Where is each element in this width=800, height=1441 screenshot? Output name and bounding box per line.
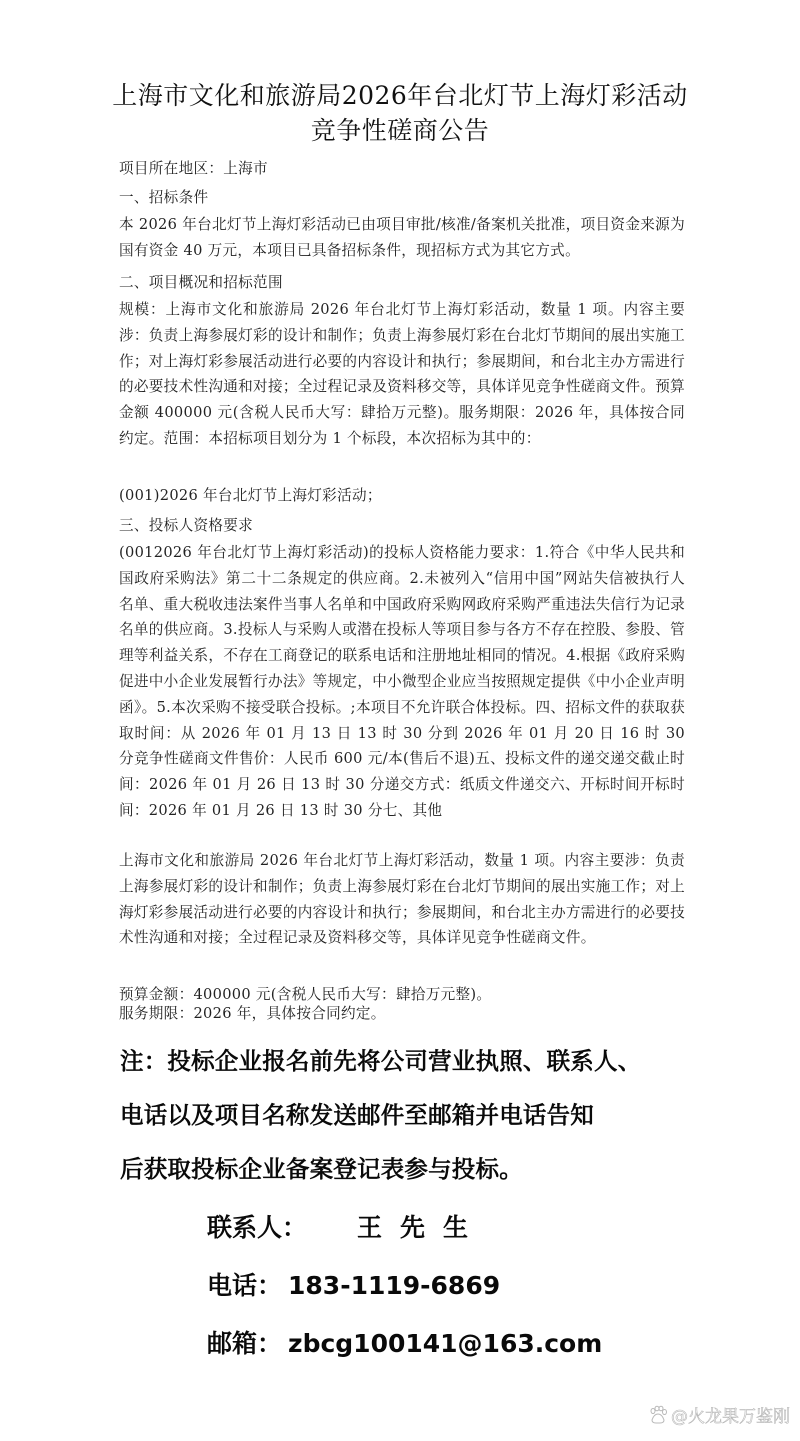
section-3-body: (0012026 年台北灯节上海灯彩活动)的投标人资格能力要求：1.符合《中华人民共和国政府采购法》第二十二条规定的供应商。2.未被列入“信用中国”网站失信被执行人名单、重大税收违法案件当事人名单和中国政府采购网政府采购严重违法失信行为记录名单的供应商。3.投标人与采购人或潜在投标人等项目参与各方不存在控股、参股、管理等利益关系，不存在工商登记的联系电话和注册地址相同的情况。4.根据《政府采购促进中小企业发展暂行办法》等规定，中小微型企业应当按照规定提供《中小企业声明函》。5.本次采购不接受联合投标。;本项目不允许联合体投标。四、招标文件的获取获取时间：从 2026 年 01 月 13 日 13 时 30 分到 2026 年 01 月 20 日 16 时 30 分竞争性磋商文件售价：人民币 600 元/本(售后不退)五、投标文件的递交递交截止时间：2026 年 01 月 26 日 13 时 30 分递交方式：纸质文件递交六、开标时间开标时间：2026 年 01 月 26 日 13 时 30 分七、其他 [119, 544, 685, 819]
project-region: 项目所在地区：上海市 [119, 160, 268, 177]
contact-phone [207, 1266, 500, 1302]
document-title-line1: 上海市文化和旅游局2026年台北灯节上海灯彩活动 [112, 81, 688, 110]
section-1-body: 本 2026 年台北灯节上海灯彩活动已由项目审批/核准/备案机关批准，项目资金来源为国有资金 40 万元，本项目已具备招标条件，现招标方式为其它方式。 [119, 216, 685, 259]
section-3-heading: 三、投标人资格要求 [119, 517, 254, 534]
contact-email [207, 1324, 602, 1360]
note-line2: 电话以及项目名称发送邮件至邮箱并电话告知 [120, 1101, 594, 1129]
section-2-lot: (001)2026 年台北灯节上海灯彩活动； [119, 487, 382, 504]
contact-person [207, 1208, 486, 1244]
budget-line: 预算金额：400000 元(含税人民币大写：肆拾万元整)。 [119, 986, 492, 1003]
baidu-paw-icon [648, 1405, 668, 1425]
document-title-line2: 竞争性磋商公告 [310, 116, 490, 145]
section-1-heading: 一、招标条件 [119, 189, 209, 206]
contact-phone-label: 电话： [207, 1271, 283, 1300]
watermark [648, 1402, 790, 1427]
contact-phone-value: 183-1119-6869 [288, 1271, 501, 1300]
contact-email-label: 邮箱： [207, 1329, 283, 1358]
contact-email-value: zbcg100141@163.com [288, 1329, 603, 1358]
note-line3: 后获取投标企业备案登记表参与投标。 [120, 1155, 523, 1183]
section-7-body: 上海市文化和旅游局 2026 年台北灯节上海灯彩活动，数量 1 项。内容主要涉：负责上海参展灯彩的设计和制作；负责上海参展灯彩在台北灯节期间的展出实施工作；对上海灯彩参展活动进行必要的内容设计和执行；参展期间，和台北主办方需进行的必要技术性沟通和对接；全过程记录及资料移交等，具体详见竞争性磋商文件。 [119, 852, 685, 947]
section-2-body: 规模：上海市文化和旅游局 2026 年台北灯节上海灯彩活动，数量 1 项。内容主要涉：负责上海参展灯彩的设计和制作；负责上海参展灯彩在台北灯节期间的展出实施工作；对上海灯彩参展活动进行必要的内容设计和执行；参展期间，和台北主办方需进行的必要技术性沟通和对接；全过程记录及资料移交等，具体详见竞争性磋商文件。预算金额 400000 元(含税人民币大写：肆拾万元整)。服务期限：2026 年，具体按合同约定。范围：本招标项目划分为 1 个标段，本次招标为其中的： [119, 301, 685, 447]
service-period-line: 服务期限：2026 年，具体按合同约定。 [119, 1005, 386, 1022]
contact-person-label: 联系人： [207, 1213, 308, 1242]
section-2-heading: 二、项目概况和招标范围 [119, 274, 283, 291]
note-line1: 注：投标企业报名前先将公司营业执照、联系人、 [120, 1047, 642, 1075]
watermark-text: @火龙果万鉴刚 [671, 1407, 790, 1427]
contact-person-value: 王先生 [357, 1213, 487, 1242]
